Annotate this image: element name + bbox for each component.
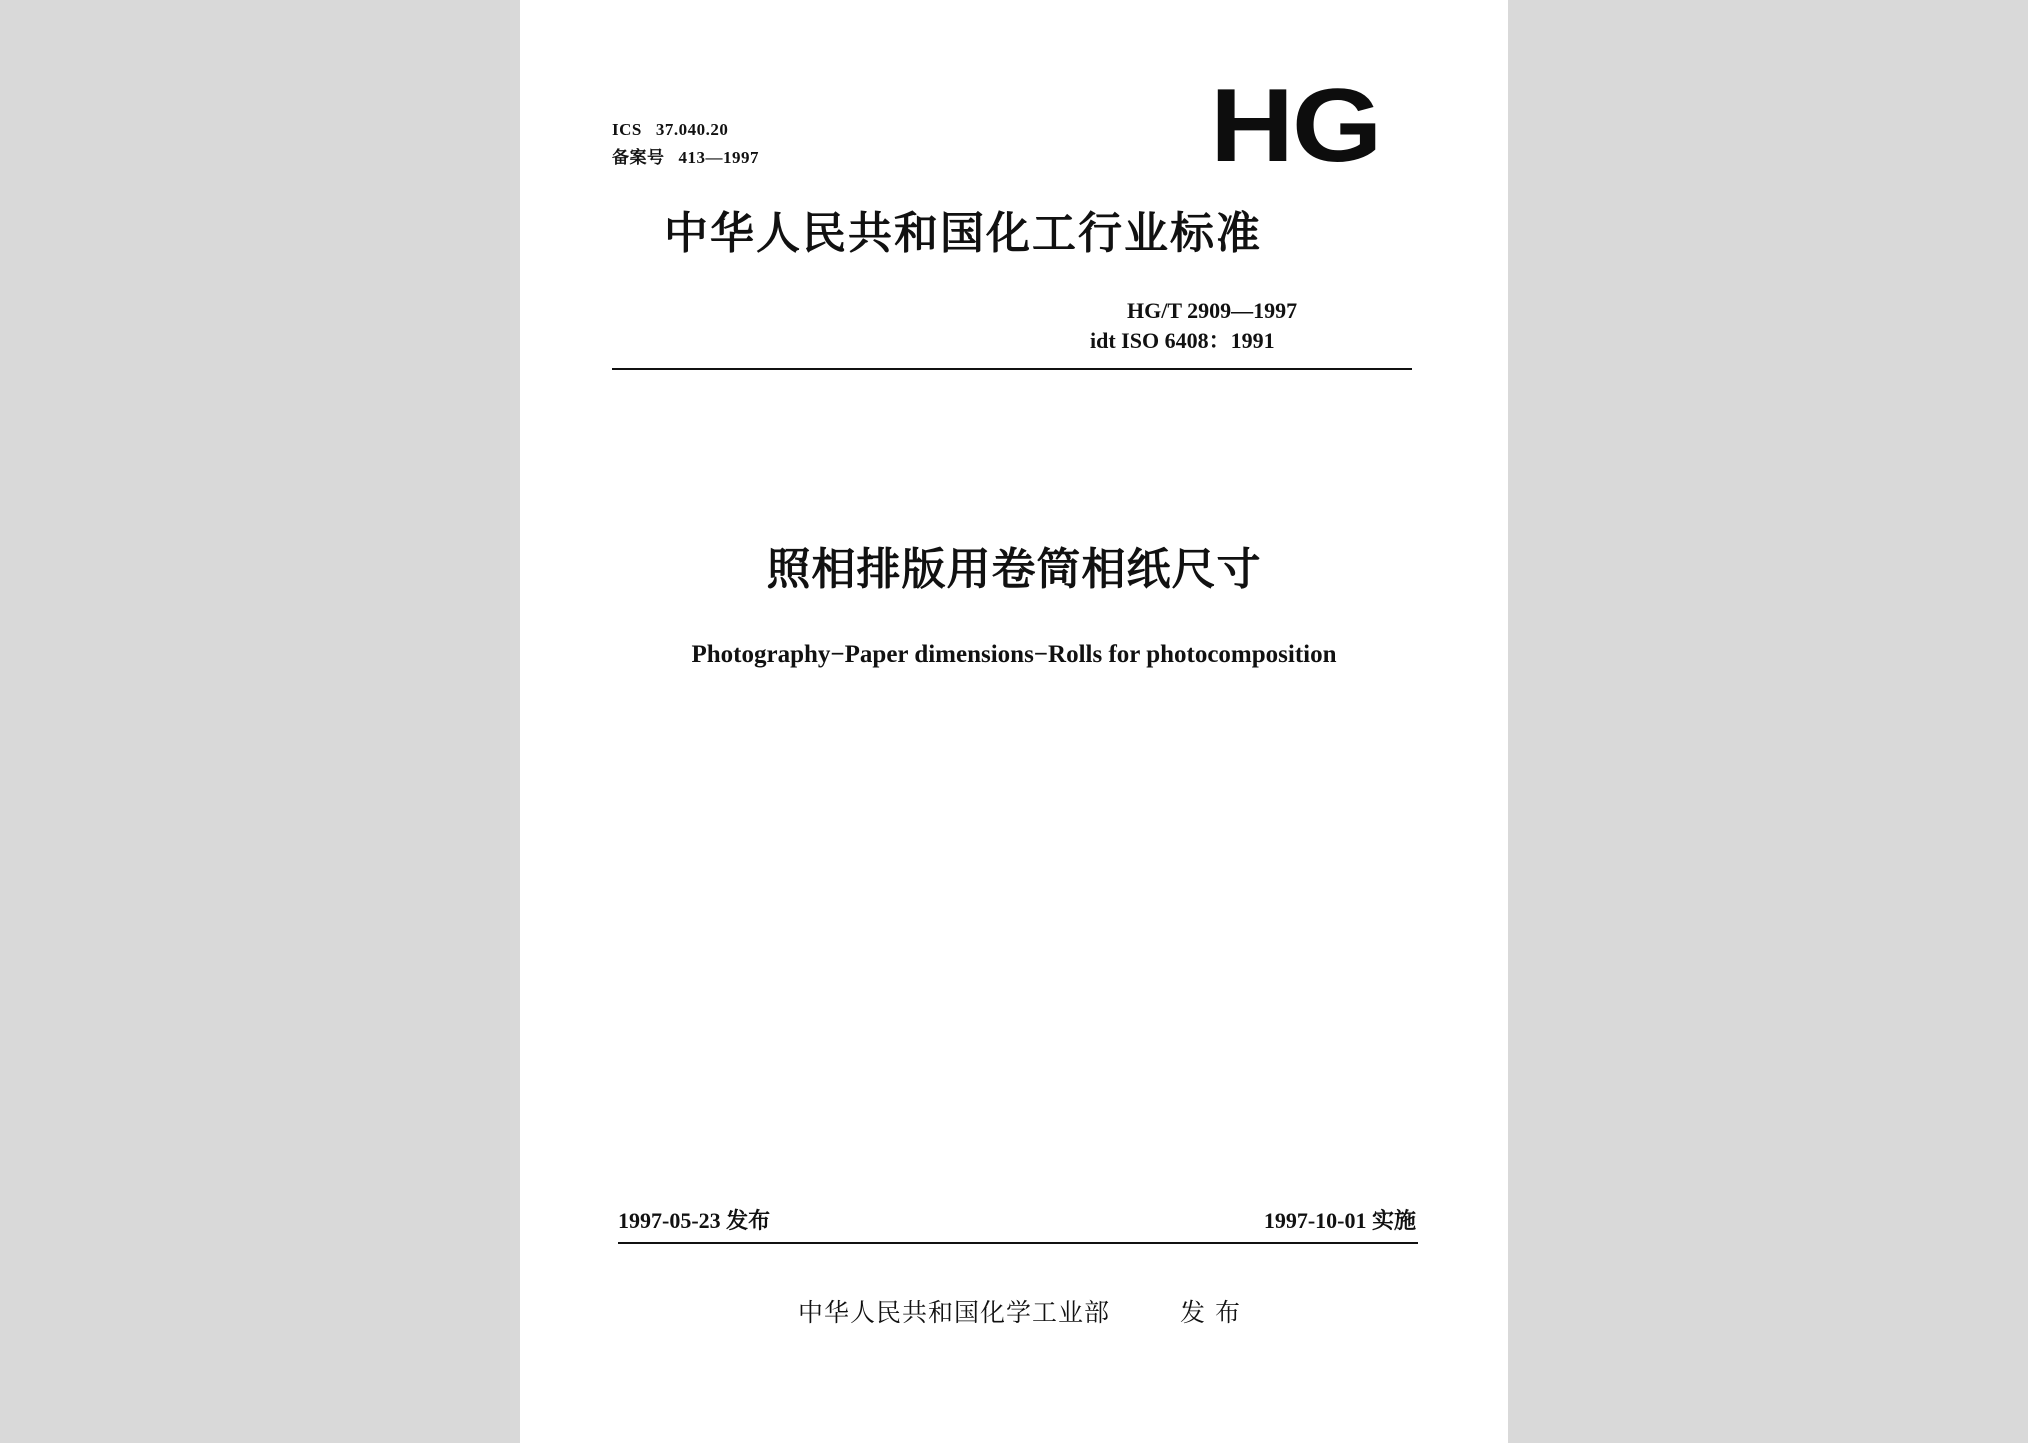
standard-equivalent: idt ISO 6408：1991: [1090, 328, 1275, 353]
ics-label: ICS: [612, 120, 642, 139]
classification-block: [612, 116, 759, 172]
ics-row: [612, 116, 759, 144]
record-number: 413—1997: [678, 148, 759, 167]
top-divider: [612, 368, 1412, 370]
bottom-divider: [618, 1242, 1418, 1244]
issue-date: 1997-05-23 发布: [618, 1208, 771, 1233]
document-page: [520, 0, 1508, 1443]
record-label: 备案号: [612, 148, 665, 167]
standard-number-block: [1090, 296, 1298, 356]
publish-label: 发布: [1180, 1298, 1251, 1327]
hg-logo: HG: [1210, 68, 1381, 184]
ics-code: 37.040.20: [655, 120, 729, 139]
publisher-name: 中华人民共和国化学工业部: [798, 1298, 1111, 1327]
standard-number: HG/T 2909—1997: [1127, 298, 1298, 323]
record-row: [612, 144, 759, 172]
document-title-cn: 照相排版用卷筒相纸尺寸: [766, 544, 1262, 595]
document-title-en: Photography−Paper dimensions−Rolls for photocomposition: [691, 641, 1337, 668]
main-title: 中华人民共和国化工行业标准: [664, 208, 1262, 259]
effective-date: 1997-10-01 实施: [1263, 1208, 1416, 1233]
